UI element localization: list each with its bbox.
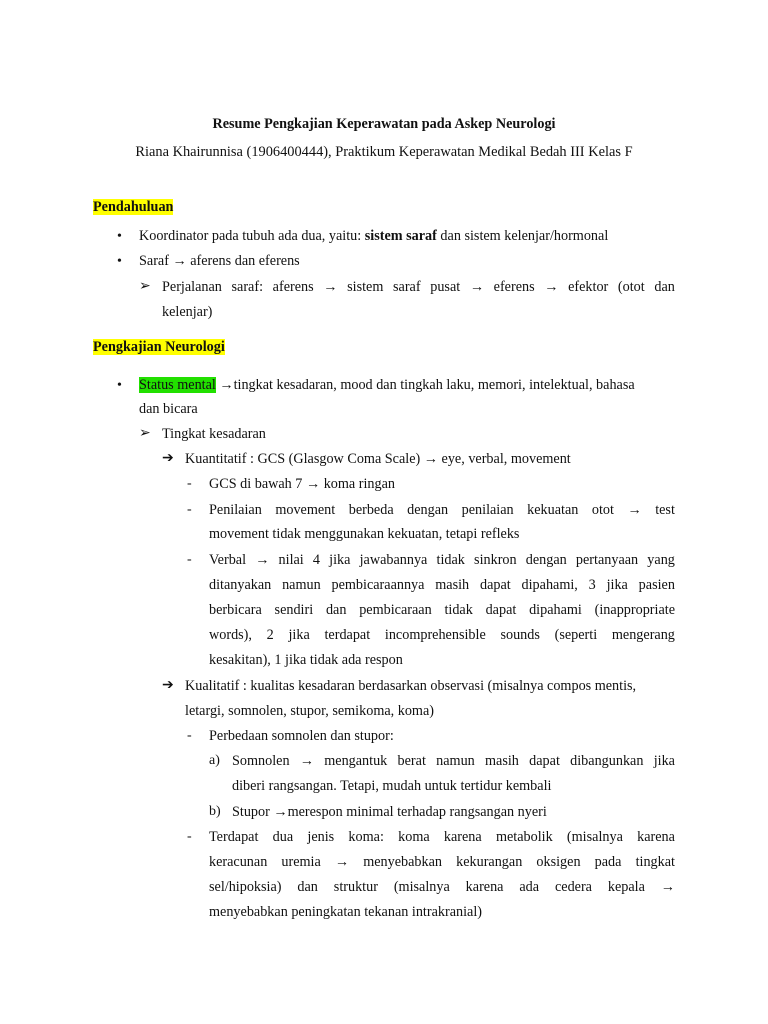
list-item-koordinator (139, 227, 608, 245)
list-item-koma-line2 (209, 853, 675, 871)
word: aferens (272, 279, 314, 295)
list-item-penilaian-line1 (209, 501, 675, 519)
word: penilaian (461, 502, 514, 518)
word: oksigen (536, 854, 581, 870)
word: eferens (493, 279, 535, 295)
word: tidak (444, 602, 473, 618)
word: test (655, 502, 675, 518)
right-arrow-icon: → (172, 253, 187, 269)
document-subtitle: Riana Khairunnisa (1906400444), Praktikum Keperawatan Medikal Bedah III Kelas F (135, 144, 633, 160)
word: berat (397, 753, 426, 769)
word: uremia (281, 854, 321, 870)
list-item-penilaian-line2: movement tidak menggunakan kekuatan, tetapi refleks (209, 526, 520, 542)
list-item-somnolen-line1 (232, 752, 675, 770)
bullet-icon: • (117, 229, 122, 244)
word: Perjalanan (162, 279, 222, 295)
word: dapat (485, 602, 517, 618)
word: keracunan (209, 854, 268, 870)
dash-bullet-icon: - (187, 476, 192, 491)
word: terdapat (324, 627, 371, 643)
right-arrow-icon: → (219, 377, 234, 393)
dash-bullet-icon: - (187, 829, 192, 844)
heading-highlight: Pengkajian Neurologi (93, 339, 225, 355)
list-item-stupor (232, 803, 547, 821)
section-heading-pendahuluan (93, 198, 173, 216)
list-item-koma-line3 (209, 878, 675, 896)
list-item-perjalanan-line1 (162, 278, 675, 296)
item-text: Saraf (139, 253, 169, 269)
word: saraf: (231, 279, 264, 295)
word: (misalnya (566, 829, 623, 845)
right-arrow-icon: → (305, 476, 321, 492)
word: yang (647, 552, 675, 568)
document-title: Resume Pengkajian Keperawatan pada Askep Neurologi (212, 116, 556, 132)
right-arrow-icon: → (469, 279, 485, 295)
bullet-icon: • (117, 254, 122, 269)
word: jika (329, 552, 351, 568)
list-item-kuantitatif (185, 450, 571, 468)
list-item-kualitatif-line1: Kualitatif : kualitas kesadaran berdasarkan observasi (misalnya compos mentis, (185, 678, 637, 694)
word: incomprehensible (384, 627, 486, 643)
word: jika (606, 577, 628, 593)
word: sendiri (274, 602, 314, 618)
item-text: merespon minimal terhadap rangsangan nyeri (287, 804, 547, 820)
bullet-icon: • (117, 378, 122, 393)
list-item-tingkat-kesadaran: Tingkat kesadaran (162, 426, 266, 442)
right-arrow-icon: → (334, 854, 350, 870)
word: dibangunkan (570, 753, 644, 769)
word: pertanyaan (575, 552, 639, 568)
word: dengan (407, 502, 449, 518)
item-text: Stupor (232, 804, 270, 820)
word: koma (398, 829, 430, 845)
word: tidak (436, 552, 465, 568)
item-bold-text: sistem saraf (364, 228, 437, 244)
word: 4 (312, 552, 320, 568)
word: efektor (568, 279, 609, 295)
status-mental-highlight: Status mental (139, 377, 216, 393)
list-marker-a: a) (209, 753, 220, 768)
word: Terdapat (209, 829, 259, 845)
word: mengantuk (324, 753, 388, 769)
word: pusat (430, 279, 461, 295)
word: namun (282, 577, 321, 593)
right-arrow-icon: → (299, 753, 314, 769)
word: masih (485, 753, 519, 769)
right-arrow-icon: → (423, 451, 438, 467)
word: metabolik (495, 829, 553, 845)
word: dipahami (529, 602, 582, 618)
dash-bullet-icon: - (187, 502, 192, 517)
list-item-verbal-line3 (209, 601, 675, 619)
word: words), (209, 627, 252, 643)
word: jika (653, 753, 675, 769)
dash-bullet-icon: - (187, 552, 192, 567)
list-item-koma-line4: menyebabkan peningkatan tekanan intrakranial) (209, 904, 482, 920)
word: otot (591, 502, 614, 518)
word: dapat (479, 577, 511, 593)
word: pasien (638, 577, 675, 593)
list-item-verbal-line1 (209, 551, 675, 569)
word: nilai (278, 552, 304, 568)
heading-highlight: Pendahuluan (93, 199, 174, 215)
word: sistem (347, 279, 384, 295)
word: jawabannya (359, 552, 428, 568)
word: berbeda (348, 502, 394, 518)
word: Verbal (209, 552, 247, 568)
list-marker-b: b) (209, 804, 221, 819)
word: dipahami, (521, 577, 578, 593)
list-item-saraf (139, 252, 300, 270)
right-arrow-icon: → (660, 879, 675, 895)
word: karena (443, 829, 482, 845)
word: jika (288, 627, 310, 643)
list-item-verbal-line2 (209, 576, 675, 594)
word: menyebabkan (363, 854, 442, 870)
list-item-status-mental-line2: dan bicara (139, 401, 198, 417)
word: tingkat (635, 854, 675, 870)
word: dan (654, 279, 675, 295)
list-item-kualitatif-line2: letargi, somnolen, stupor, semikoma, koma) (185, 703, 434, 719)
item-text: koma ringan (323, 476, 395, 492)
arrowhead-bullet-icon: ➢ (139, 426, 151, 441)
item-text: eye, verbal, movement (441, 451, 571, 467)
word: dengan (525, 552, 567, 568)
word: sounds (500, 627, 540, 643)
word: Penilaian (209, 502, 262, 518)
word: pembicaraannya (331, 577, 425, 593)
word: Somnolen (232, 753, 290, 769)
item-text: dan sistem kelenjar/hormonal (440, 228, 609, 244)
word: masih (435, 577, 470, 593)
item-text: Koordinator pada tubuh ada dua, yaitu: (139, 228, 362, 244)
list-item-verbal-line5: kesakitan), 1 jika tidak ada respon (209, 652, 403, 668)
word: struktur (333, 879, 378, 895)
list-item-koma-line1 (209, 828, 675, 846)
right-arrow-icon: → (255, 552, 270, 568)
word: ditanyakan (209, 577, 272, 593)
list-item-somnolen-line2: diberi rangsangan. Tetapi, mudah untuk tertidur kembali (232, 778, 552, 794)
list-item-status-mental-line1 (139, 376, 635, 394)
word: kekurangan (456, 854, 523, 870)
word: dan (297, 879, 318, 895)
word: dua (272, 829, 294, 845)
word: koma: (348, 829, 384, 845)
word: (otot (617, 279, 645, 295)
word: cedera (554, 879, 592, 895)
list-item-gcs (209, 475, 395, 493)
word: pada (594, 854, 622, 870)
word: karena (637, 829, 675, 845)
word: pembicaraan (359, 602, 432, 618)
word: (seperti (554, 627, 598, 643)
list-item-perjalanan-line2: kelenjar) (162, 304, 213, 320)
word: jenis (307, 829, 335, 845)
word: karena (465, 879, 504, 895)
word: dapat (529, 753, 560, 769)
word: movement (275, 502, 336, 518)
list-item-perbedaan: Perbedaan somnolen dan stupor: (209, 728, 394, 744)
word: sinkron (474, 552, 517, 568)
word: sel/hipoksia) (209, 879, 282, 895)
word: 3 (588, 577, 596, 593)
word: dan (325, 602, 347, 618)
arrow-bullet-icon: ➔ (162, 451, 174, 466)
item-text: tingkat kesadaran, mood dan tingkah laku, memori, intelektual, bahasa (233, 377, 635, 393)
word: 2 (266, 627, 274, 643)
right-arrow-icon: → (544, 279, 559, 295)
word: namun (436, 753, 475, 769)
arrowhead-bullet-icon: ➢ (139, 279, 151, 294)
word: berbicara (209, 602, 262, 618)
word: mengerang (611, 627, 675, 643)
item-text: aferens dan eferens (190, 253, 300, 269)
word: (inappropriate (594, 602, 675, 618)
list-item-verbal-line4 (209, 626, 675, 644)
dash-bullet-icon: - (187, 728, 192, 743)
word: kekuatan (527, 502, 579, 518)
item-text: Kuantitatif : GCS (Glasgow Coma Scale) (185, 451, 421, 467)
right-arrow-icon: → (627, 502, 642, 518)
item-text: GCS di bawah 7 (209, 476, 303, 492)
right-arrow-icon: → (273, 804, 288, 820)
section-heading-pengkajian-neurologi (93, 338, 225, 356)
word: (misalnya (393, 879, 450, 895)
right-arrow-icon: → (323, 279, 338, 295)
word: saraf (393, 279, 421, 295)
word: ada (519, 879, 540, 895)
word: kepala (607, 879, 645, 895)
arrow-bullet-icon: ➔ (162, 678, 174, 693)
